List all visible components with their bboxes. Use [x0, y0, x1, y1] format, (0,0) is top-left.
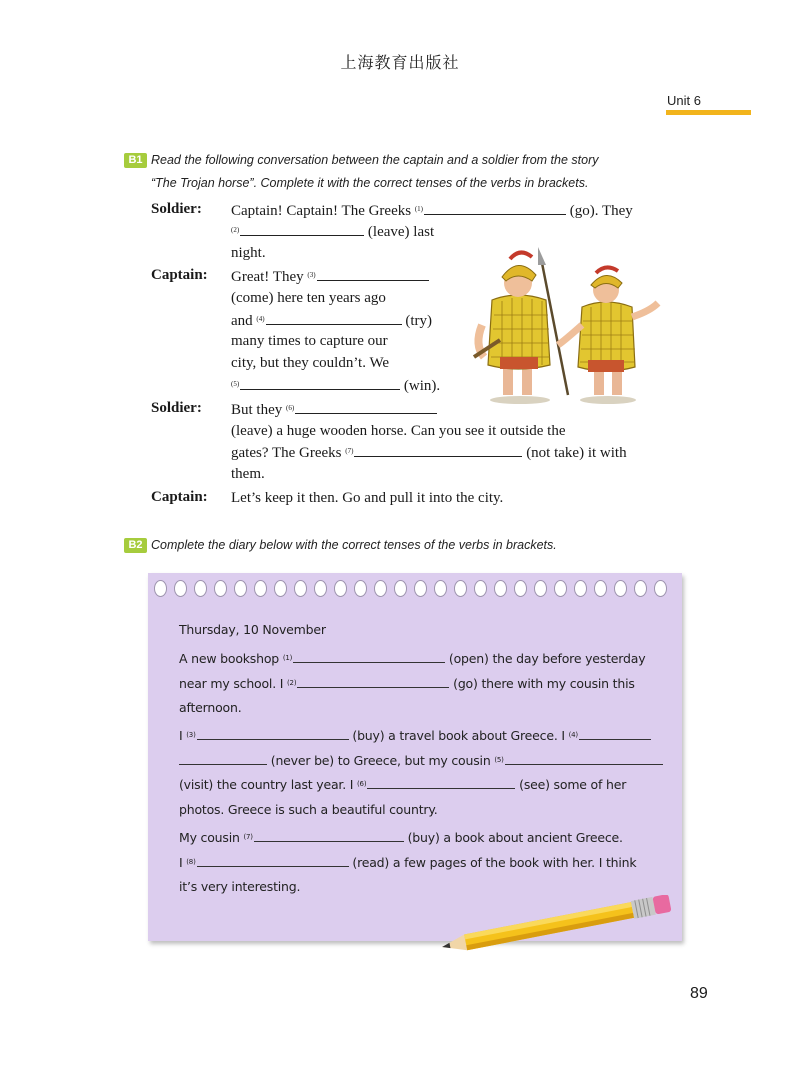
diary-line: photos. Greece is such a beautiful country. [179, 802, 438, 817]
answer-blank-5[interactable] [240, 375, 400, 390]
unit-label: Unit 6 [667, 93, 701, 108]
answer-blank-7[interactable] [354, 442, 522, 457]
diary-blank-4b[interactable] [179, 751, 267, 765]
dialogue-line: them. [231, 466, 265, 482]
answer-blank-1[interactable] [424, 200, 566, 215]
dialogue-line: (leave) a huge wooden horse. Can you see it outside the [231, 423, 566, 439]
b1-instruction-line1: Read the following conversation between the captain and a soldier from the story [151, 153, 599, 167]
diary-blank-4a[interactable] [579, 726, 651, 740]
diary-line: I $^{(8)}$ (read) a few pages of the book with her. I think [179, 855, 637, 870]
diary-line: near my school. I $^{(2)}$ (go) there with my cousin this [179, 676, 635, 691]
diary-blank-5[interactable] [505, 751, 663, 765]
dialogue-line: Captain! Captain! The Greeks $^{(1)}$ (go). They [231, 200, 633, 223]
unit-accent-bar [666, 110, 751, 115]
dialogue-line: $^{(2)}$ (leave) last [231, 221, 434, 244]
speaker-captain: Captain: [151, 489, 208, 505]
diary-blank-1[interactable] [293, 649, 445, 663]
b1-badge: B1 [124, 153, 147, 168]
soldiers-illustration [460, 245, 675, 405]
speaker-captain: Captain: [151, 267, 208, 283]
answer-blank-4[interactable] [266, 310, 402, 325]
dialogue-line: But they $^{(6)}$ [231, 399, 437, 422]
diary-line: (never be) to Greece, but my cousin $^{(5)}$ [179, 749, 663, 774]
right-soldier [558, 267, 658, 404]
diary-blank-2[interactable] [297, 674, 449, 688]
diary-line: afternoon. [179, 700, 242, 715]
speaker-soldier: Soldier: [151, 201, 202, 217]
left-soldier [474, 252, 550, 404]
diary-blank-3[interactable] [197, 726, 349, 740]
answer-blank-3[interactable] [317, 266, 429, 281]
b2-instruction: Complete the diary below with the correct tenses of the verbs in brackets. [151, 538, 557, 552]
dialogue-line: Great! They $^{(3)}$ [231, 266, 429, 289]
b2-badge: B2 [124, 538, 147, 553]
dialogue-line: and $^{(4)}$ (try) [231, 310, 432, 333]
diary-date: Thursday, 10 November [179, 622, 326, 637]
pencil-illustration [420, 895, 690, 955]
dialogue-line: city, but they couldn’t. We [231, 355, 390, 371]
page-number: 89 [690, 985, 708, 1002]
dialogue-line: $^{(5)}$ (win). [231, 375, 440, 398]
dialogue-line: gates? The Greeks $^{(7)}$ (not take) it with [231, 442, 627, 465]
dialogue-line: many times to capture our [231, 333, 388, 349]
speaker-soldier: Soldier: [151, 400, 202, 416]
answer-blank-2[interactable] [240, 221, 364, 236]
answer-blank-6[interactable] [295, 399, 437, 414]
b1-instruction-line2: “The Trojan horse”. Complete it with the correct tenses of the verbs in brackets. [151, 176, 589, 190]
diary-line: it’s very interesting. [179, 879, 301, 894]
b1-instruction [151, 149, 599, 195]
dialogue-line: Let’s keep it then. Go and pull it into the city. [231, 490, 504, 506]
publisher-name: 上海教育出版社 [340, 53, 460, 72]
diary-line: I $^{(3)}$ (buy) a travel book about Greece. I $^{(4)}$ [179, 724, 651, 749]
dialogue-line: night. [231, 245, 266, 261]
diary-line: A new bookshop $^{(1)}$ (open) the day before yesterday [179, 651, 646, 666]
diary-line: (visit) the country last year. I $^{(6)}$ (see) some of her [179, 777, 627, 792]
dialogue-line: (come) here ten years ago [231, 290, 386, 306]
diary-line: My cousin $^{(7)}$ (buy) a book about ancient Greece. [179, 830, 623, 845]
diary-blank-6[interactable] [367, 775, 515, 789]
diary-blank-7[interactable] [254, 828, 404, 842]
diary-blank-8[interactable] [197, 853, 349, 867]
binder-holes [154, 580, 679, 600]
